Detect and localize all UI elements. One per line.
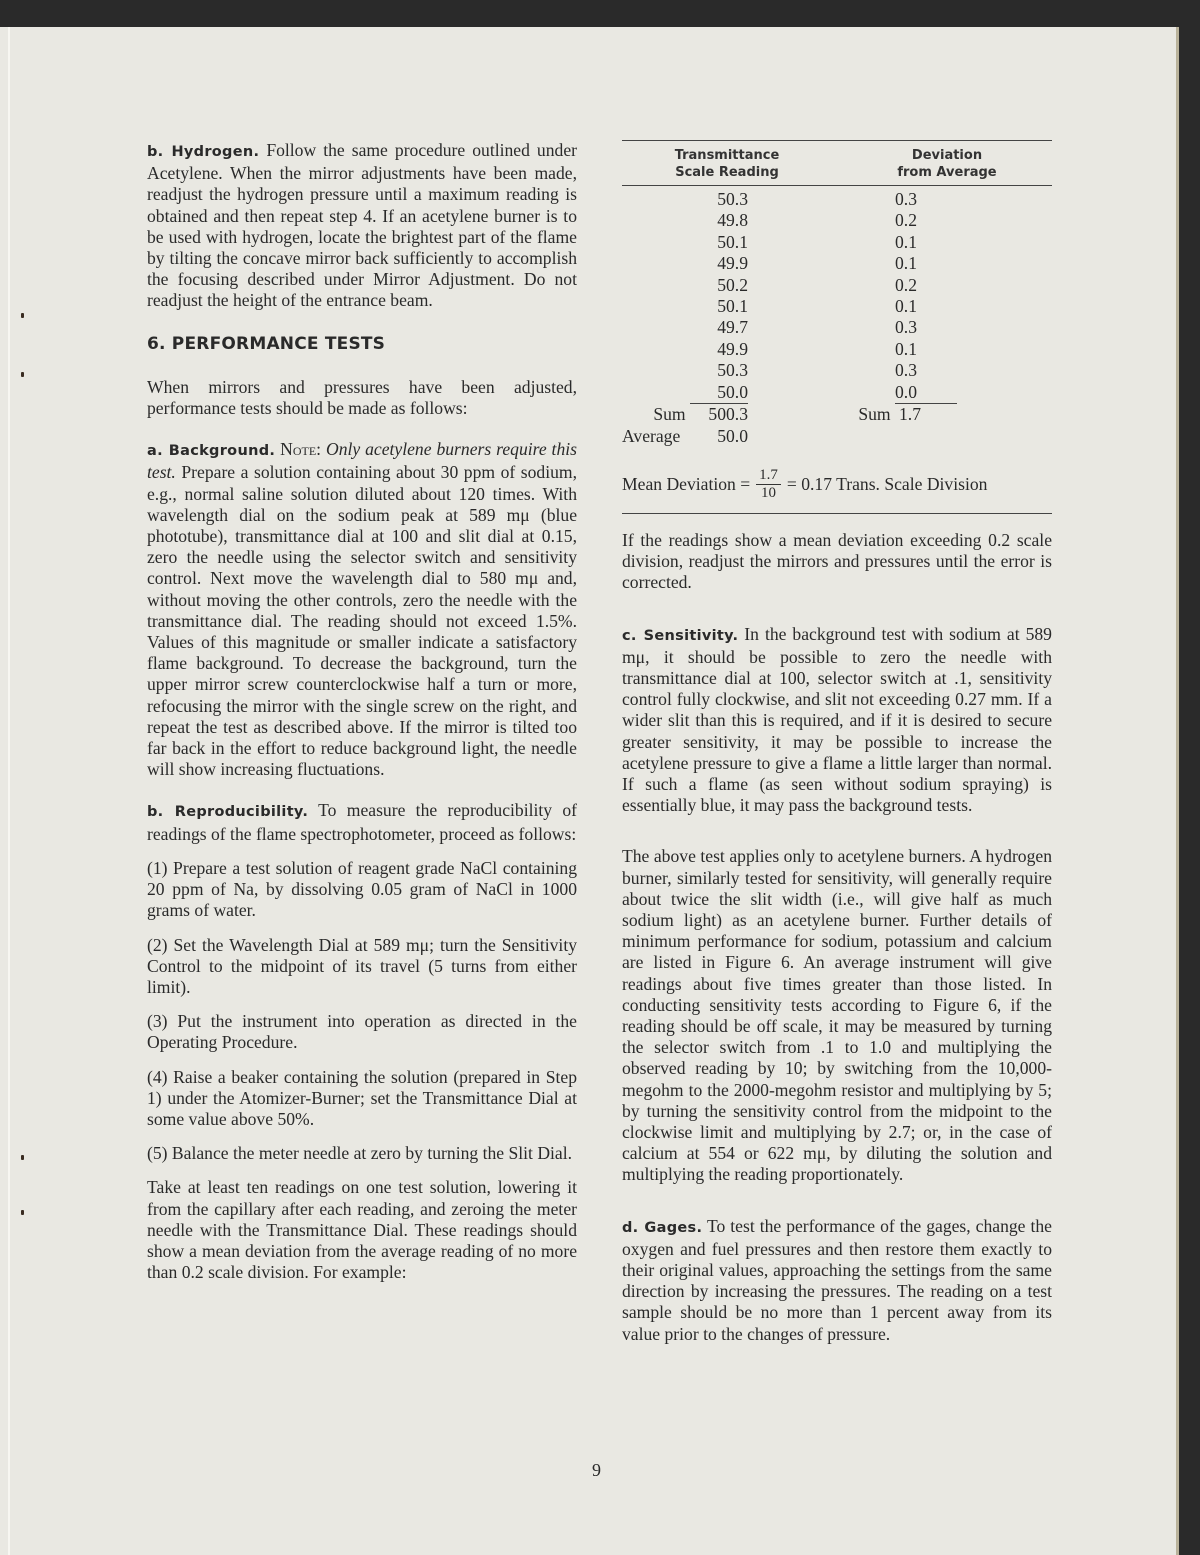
reading-cell: 49.8 xyxy=(717,210,748,231)
hydrogen-lead: b. Hydrogen. xyxy=(147,144,260,160)
binding-edge xyxy=(8,27,10,1555)
table-row xyxy=(622,339,1052,360)
staple-mark xyxy=(21,1155,24,1160)
sum-row xyxy=(622,403,1052,426)
reading-cell: 50.2 xyxy=(717,274,748,295)
step-1: (1) Prepare a test solution of reagent grade NaCl containing 20 ppm of Na, by dissolving 0.05 gram of NaCl in 1000 grams of water. xyxy=(147,857,577,921)
gages-text: To test the performance of the gages, change the oxygen and fuel pressures and then restore them exactly to their original values, approaching the settings from the same direction by increasing the pressures. The reading on a test sample should be no more than 1 percent away from its value prior to the changes of pressure. xyxy=(622,1215,1052,1344)
note-italic: Only acetylene burners require this test. xyxy=(147,439,577,483)
right-column xyxy=(622,140,1052,1358)
reproducibility-lead: b. Reproducibility. xyxy=(147,804,309,821)
header-deviation: Deviation from Average xyxy=(897,148,997,180)
deviation-cell: 0.1 xyxy=(895,253,917,274)
deviation-cell: 0.1 xyxy=(895,338,917,359)
staple-mark xyxy=(21,372,24,377)
hydrogen-paragraph xyxy=(147,140,577,312)
hydrogen-note-paragraph: The above test applies only to acetylene burners. A hydrogen burner, similarly tested for sensitivity, will generally require about twice the slit width (i.e., will give half as much sodium light) as an acetylene burner. Further details of minimum performance for sodium, potassium and calcium are listed in Figure 6. An average instrument will give readings about five times greater than those listed. In conducting sensitivity tests according to Figure 6, if the reading should be off scale, it may be measured by turning the selector switch from .1 to 1.0 and multiplying the observed reading by 10; by switching from the 10,000-megohm to the 2000-megohm resistor and multiplying by 5; by turning the sensitivity control from the midpoint to the clockwise limit and multiplying by 2.7; or, in the case of calcium at 554 or 622 mμ, by diluting the solution and multiplying the reading proportionately. xyxy=(622,846,1052,1185)
left-column xyxy=(147,140,577,1296)
step-3: (3) Put the instrument into operation as directed in the Operating Procedure. xyxy=(147,1011,577,1053)
reproducibility-text: To measure the reproducibility of readings of the flame spectrophotometer, proceed as follows: xyxy=(147,800,577,844)
sensitivity-text: In the background test with sodium at 589 mμ, it should be possible to zero the needle with transmittance dial at 100, selector switch at .1, sensitivity control fully clockwise, and slit not exceeding 0.27 mm. If a wider slit than this is required, and if it is desired to secure greater sensitivity, it may be possible to increase the acetylene pressure to give a flame a little larger than normal. If such a flame (as seen without sodium spraying) is essentially blue, it may pass the background tests. xyxy=(622,623,1052,816)
deviation-cell: 0.3 xyxy=(895,189,917,209)
average-row xyxy=(622,426,1052,449)
table-row xyxy=(622,210,1052,231)
sum-deviation: 1.7 xyxy=(895,403,957,425)
reading-cell: 50.1 xyxy=(717,295,748,316)
step-2: (2) Set the Wavelength Dial at 589 mμ; turn the Sensitivity Control to the midpoint of its travel (5 turns from either limit). xyxy=(147,934,577,997)
reading-cell: 50.0 xyxy=(717,381,748,402)
formula-denominator: 10 xyxy=(761,485,777,502)
step-5: (5) Balance the meter needle at zero by turning the Slit Dial. xyxy=(147,1143,573,1164)
table-row xyxy=(622,253,1052,274)
deviation-cell: 0.3 xyxy=(895,360,917,381)
gages-paragraph xyxy=(622,1216,1052,1345)
table-row xyxy=(622,296,1052,317)
table-row xyxy=(622,360,1052,381)
formula-label: Mean Deviation = xyxy=(622,474,751,495)
intro-paragraph: When mirrors and pressures have been adjusted, performance tests should be made as follows: xyxy=(147,376,577,419)
table-body xyxy=(622,186,1052,403)
reproducibility-paragraph xyxy=(147,800,577,844)
header-transmittance: Transmittance Scale Reading xyxy=(674,148,780,180)
table-row xyxy=(622,382,1052,403)
section-heading: 6. PERFORMANCE TESTS xyxy=(147,333,386,354)
average-value: 50.0 xyxy=(717,425,748,446)
reading-cell: 50.1 xyxy=(717,231,748,252)
sum-label: Sum xyxy=(653,403,686,424)
readings-table xyxy=(622,140,1052,514)
deviation-cell: 0.1 xyxy=(895,231,917,252)
deviation-cell: 0.0 xyxy=(895,381,917,402)
sensitivity-lead: c. Sensitivity. xyxy=(622,627,739,644)
gages-lead: d. Gages. xyxy=(622,1219,703,1236)
after-table-paragraph: If the readings show a mean deviation exceeding 0.2 scale division, readjust the mirrors and pressures until the error is corrected. xyxy=(622,529,1052,593)
table-row xyxy=(622,275,1052,296)
reading-cell: 49.9 xyxy=(717,253,748,274)
staple-mark xyxy=(21,313,24,318)
page-number: 9 xyxy=(592,1460,601,1480)
formula-result: = 0.17 Trans. Scale Division xyxy=(786,474,988,495)
table-header xyxy=(622,141,1052,186)
hydrogen-text: Follow the same procedure outlined under Acetylene. When the mirror adjustments have been made, readjust the hydrogen pressure until a maximum reading is obtained and then repeat step 4. If an acetylene burner is to be used with hydrogen, locate the brightest part of the flame by tilting the concave mirror back sufficiently to accomplish the focusing described under Mirror Adjustment. Do not readjust the height of the entrance beam. xyxy=(147,140,577,311)
reading-cell: 49.7 xyxy=(717,317,748,338)
table-row xyxy=(622,317,1052,338)
table-row xyxy=(622,189,1052,210)
reading-cell: 50.3 xyxy=(717,189,748,209)
sensitivity-paragraph xyxy=(622,624,1052,817)
deviation-cell: 0.1 xyxy=(895,295,917,316)
background-paragraph xyxy=(147,439,577,780)
closing-paragraph: Take at least ten readings on one test solution, lowering it from the capillary after each reading, and zeroing the meter needle with the Transmittance Dial. These readings should show a mean deviation from the average reading of no more than 0.2 scale division. For example: xyxy=(147,1177,577,1283)
background-text: Prepare a solution containing about 30 ppm of sodium, e.g., normal saline solution diluted about 120 times. With wavelength dial on the sodium peak at 589 mμ (blue phototube), transmittance dial at 100 and slit dial at 0.15, zero the needle using the selector switch and sensitivity control. Next move the wavelength dial to 580 mμ and, without moving the other controls, zero the needle with the transmittance dial. The reading should not exceed 1.5%. Values of this magnitude or smaller indicate a satisfactory flame background. To decrease the background, turn the upper mirror screw counterclockwise half a turn or more, refocusing the mirror with the single screw on the right, and repeat the test as described above. If the mirror is tilted too far back in the effort to reduce background light, the needle will show increasing fluctuations. xyxy=(147,462,577,780)
average-label: Average xyxy=(622,425,681,446)
step-4: (4) Raise a beaker containing the solution (prepared in Step 1) under the Atomizer-Burner; set the Transmittance Dial at some value above 50%. xyxy=(147,1066,577,1129)
mean-deviation-formula xyxy=(622,461,1052,509)
sum-reading: 500.3 xyxy=(690,403,748,425)
background-lead: a. Background. xyxy=(147,443,276,460)
staple-mark xyxy=(21,1210,24,1215)
reading-cell: 49.9 xyxy=(717,338,748,359)
table-row xyxy=(622,232,1052,253)
note-label: Note: xyxy=(280,439,322,460)
sum-label-deviation: Sum xyxy=(858,403,891,424)
formula-numerator: 1.7 xyxy=(756,467,781,485)
reading-cell: 50.3 xyxy=(717,360,748,381)
deviation-cell: 0.2 xyxy=(895,274,917,295)
deviation-cell: 0.2 xyxy=(895,210,917,231)
formula-fraction xyxy=(756,467,781,502)
deviation-cell: 0.3 xyxy=(895,317,917,338)
